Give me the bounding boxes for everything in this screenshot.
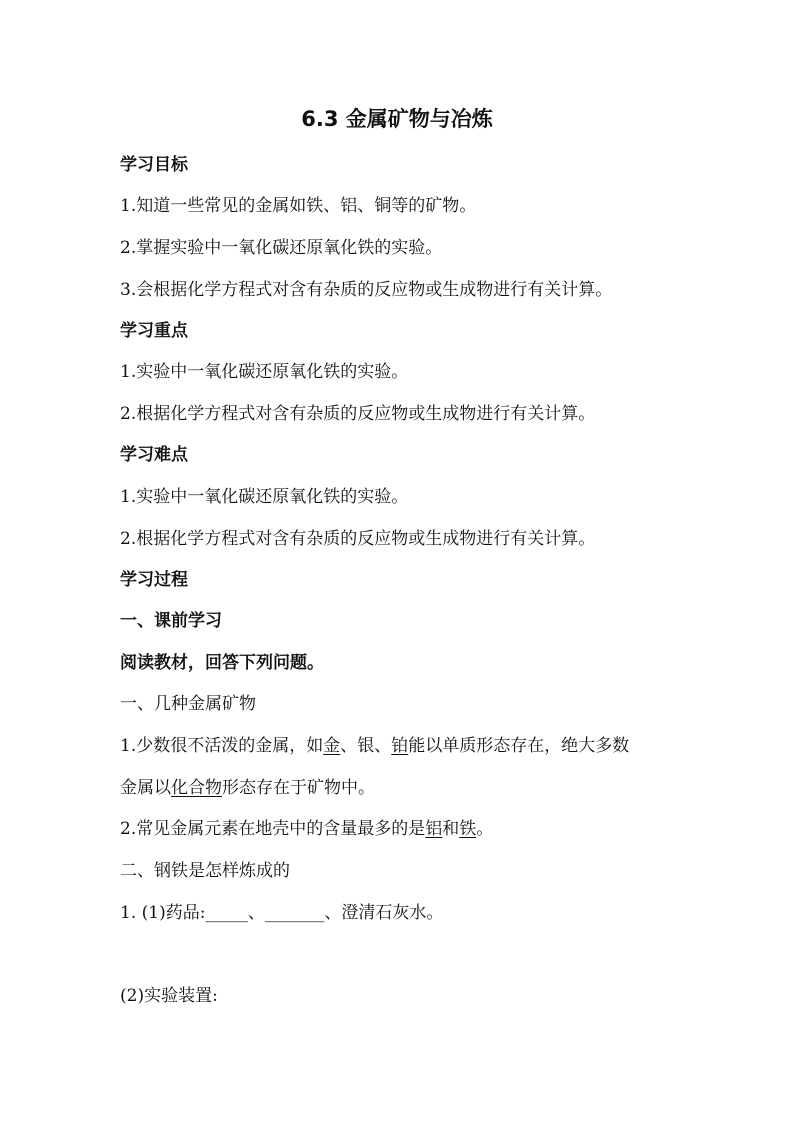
question-line: 1. (1)药品:_____、_______、澄清石灰水。: [120, 903, 444, 923]
difficulties-heading: 学习难点: [120, 445, 188, 465]
answer-text: 铁: [459, 819, 477, 839]
question-text: 。: [476, 819, 494, 839]
answer-text: 铝: [425, 819, 443, 839]
question-text: 金属以: [120, 778, 171, 798]
key-points-heading: 学习重点: [120, 321, 188, 341]
question-line: [120, 731, 629, 756]
question-line: (2)实验装置:: [120, 986, 218, 1006]
question-text: 形态存在于矿物中。: [222, 778, 375, 798]
subsection-heading: 一、几种金属矿物: [120, 694, 256, 714]
subsection-heading: 二、钢铁是怎样炼成的: [120, 861, 290, 881]
objective-item: 2.掌握实验中一氧化碳还原氧化铁的实验。: [120, 238, 443, 258]
answer-text: 金: [323, 736, 341, 756]
answer-text: 化合物: [171, 778, 222, 798]
objective-item: 1.知道一些常见的金属如铁、铝、铜等的矿物。: [120, 196, 477, 216]
difficulty-item: 2.根据化学方程式对含有杂质的反应物或生成物进行有关计算。: [120, 529, 596, 549]
question-text: 2.常见金属元素在地壳中的含量最多的是: [120, 819, 426, 839]
process-heading: 学习过程: [120, 570, 188, 590]
page-title: 6.3 金属矿物与冶炼: [301, 107, 493, 131]
question-text: 、银、: [340, 736, 392, 756]
objectives-heading: 学习目标: [120, 155, 188, 175]
objective-item: 3.会根据化学方程式对含有杂质的反应物或生成物进行有关计算。: [120, 280, 613, 300]
key-point-item: 1.实验中一氧化碳还原氧化铁的实验。: [120, 362, 409, 382]
key-point-item: 2.根据化学方程式对含有杂质的反应物或生成物进行有关计算。: [120, 404, 596, 424]
question-line: [120, 773, 375, 798]
question-text: 1.少数很不活泼的金属，如: [120, 736, 324, 756]
section-heading: 一、课前学习: [120, 611, 222, 631]
question-line: [120, 814, 493, 839]
answer-text: 铂: [391, 736, 409, 756]
difficulty-item: 1.实验中一氧化碳还原氧化铁的实验。: [120, 487, 409, 507]
question-text: 能以单质形态存在，绝大多数: [408, 736, 630, 756]
instruction-text: 阅读教材，回答下列问题。: [120, 653, 324, 673]
question-text: 和: [442, 819, 460, 839]
